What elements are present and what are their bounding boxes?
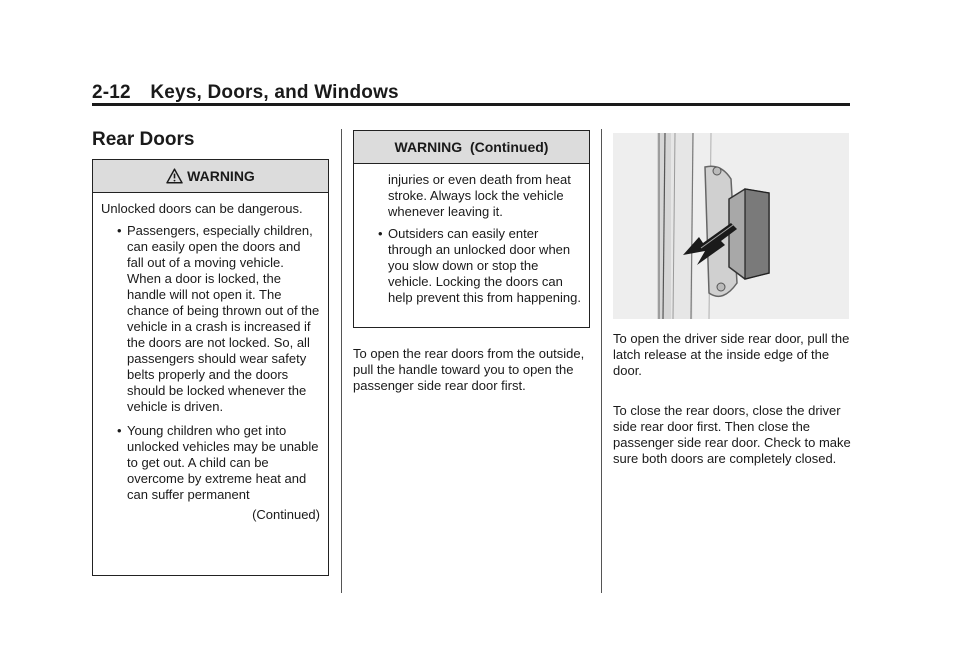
warning-triangle-icon	[166, 168, 183, 184]
rear-door-latch-figure	[613, 133, 849, 319]
warning-header	[354, 131, 589, 164]
chapter-title: Keys, Doors, and Windows	[150, 82, 399, 103]
door-latch-illustration	[613, 133, 849, 319]
body-paragraph: To open the rear doors from the outside, pull the handle toward you to open the passenger side rear door first.	[353, 346, 585, 393]
warning-intro: Unlocked doors can be dangerous.	[101, 201, 303, 216]
warning-bullet	[362, 226, 581, 306]
warning-continuation: injuries or even death from heat stroke. Always lock the vehicle whenever leaving it.	[388, 172, 571, 219]
warning-bullet-text: Passengers, especially children, can easily open the doors and fall out of a moving vehicle. When a door is locked, the handle will not open it. The chance of being thrown out of the vehicle in a crash is increased if the doors are not locked. So, all passengers should wear safety belts properly and the doors should be locked whenever the vehicle is driven.	[127, 223, 320, 414]
warning-body	[354, 164, 589, 320]
warning-box-continued	[353, 130, 590, 328]
column-divider-left	[341, 129, 342, 593]
warning-title: WARNING (Continued)	[394, 139, 549, 155]
warning-bullet	[101, 423, 320, 503]
warning-box	[92, 159, 329, 576]
page-number: 2-12	[92, 82, 131, 103]
warning-title: WARNING	[187, 168, 255, 184]
page-header	[92, 82, 850, 104]
header-rule	[92, 103, 850, 106]
column-divider-right	[601, 129, 602, 593]
warning-body	[93, 193, 328, 529]
warning-header	[93, 160, 328, 193]
body-paragraph: To open the driver side rear door, pull the latch release at the inside edge of the door.	[613, 331, 850, 378]
warning-bullet	[101, 223, 320, 415]
warning-bullet-text: Young children who get into unlocked vehicles may be unable to get out. A child can be overcome by extreme heat and can suffer permanent	[127, 423, 319, 502]
bullet-glyph: •	[378, 226, 383, 241]
section-title: Rear Doors	[92, 129, 195, 150]
continued-label: (Continued)	[252, 507, 320, 522]
bullet-glyph: •	[117, 423, 122, 438]
body-paragraph: To close the rear doors, close the driver side rear door first. Then close the passenger side rear door. Check to make sure both doors are completely closed.	[613, 403, 851, 466]
warning-bullet-text: Outsiders can easily enter through an unlocked door when you slow down or stop the vehicle. Locking the doors can help prevent this from happening.	[388, 226, 581, 305]
bullet-glyph: •	[117, 223, 122, 238]
